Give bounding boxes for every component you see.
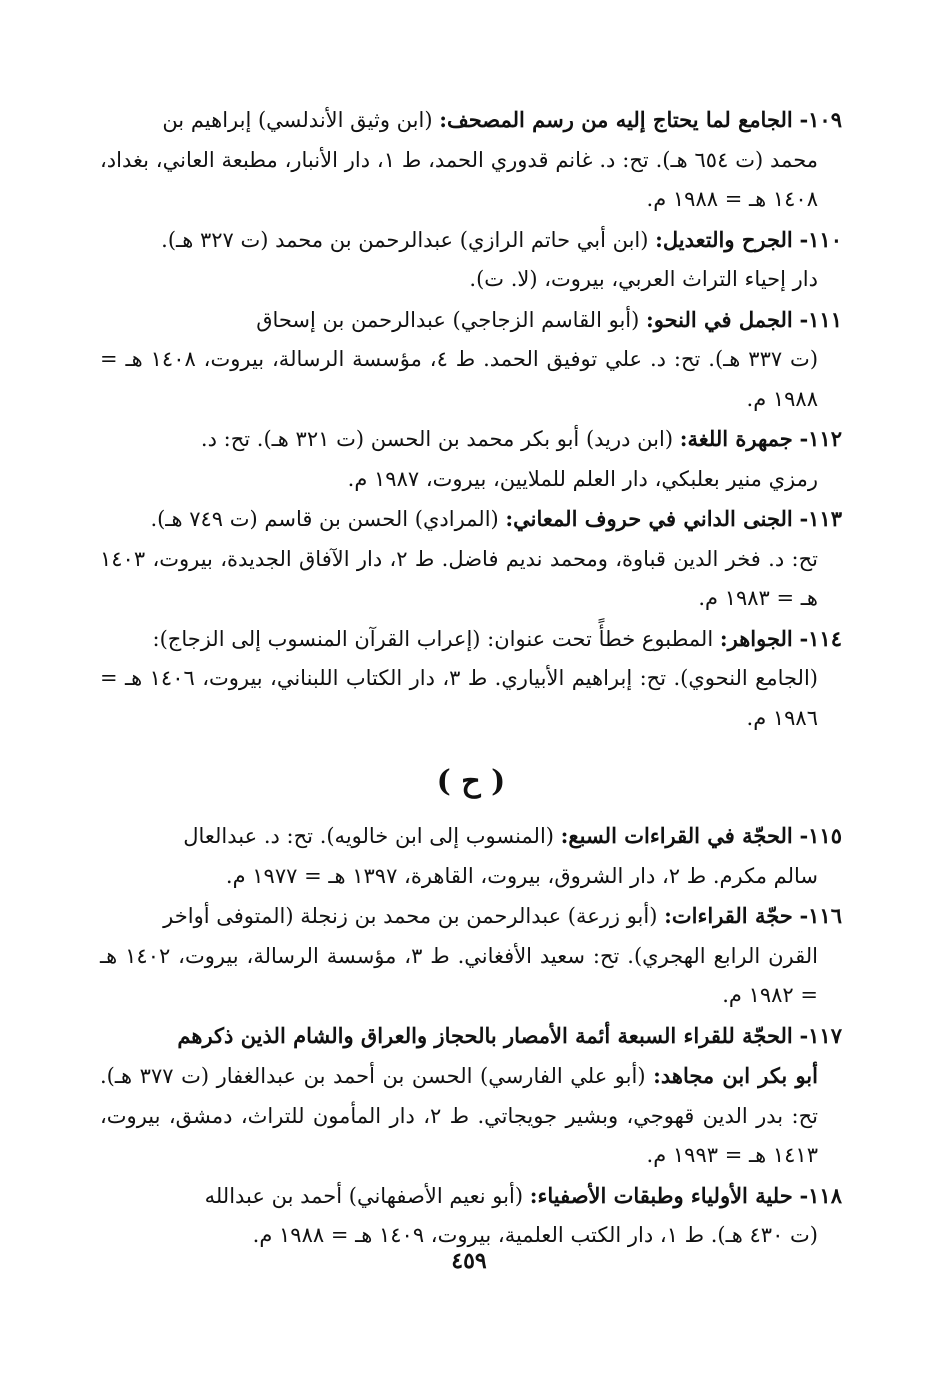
bibliography-entry-110 xyxy=(100,220,842,300)
entry-number: ١١٤- xyxy=(799,625,842,651)
entry-title-continued: أبو بكر ابن مجاهد: xyxy=(653,1063,818,1088)
entry-title: حجّة القراءات: xyxy=(664,903,793,928)
bibliography-entry-109 xyxy=(100,100,842,220)
entry-number: ١٠٩- xyxy=(799,107,842,132)
entry-title: حلية الأولياء وطبقات الأصفياء: xyxy=(529,1182,793,1208)
entry-text-rest: دار إحياء التراث العربي، بيروت، (لا. ت). xyxy=(469,267,818,291)
entry-number: ١١٢- xyxy=(799,426,842,451)
entry-title: الجامع لما يحتاج إليه من رسم المصحف: xyxy=(439,107,793,132)
entry-title: الجنى الداني في حروف المعاني: xyxy=(505,506,793,531)
bibliography-entry-114 xyxy=(100,619,842,739)
entry-text-first: (المنسوب إلى ابن خالويه). تح: د. عبدالعال xyxy=(183,824,554,848)
entry-number: ١١١- xyxy=(799,306,842,332)
entry-title: الحجّة للقراء السبعة أئمة الأمصار بالحجاز والعراق والشام الذين ذكرهم xyxy=(177,1022,793,1048)
entry-title: الجرح والتعديل: xyxy=(655,226,793,252)
entry-text-rest: (ت ٤٣٠ هـ). ط ١، دار الكتب العلمية، بيروت، ١٤٠٩ هـ = ١٩٨٨ م. xyxy=(252,1223,818,1247)
entry-text-first: (ابن دريد) أبو بكر محمد بن الحسن (ت ٣٢١ هـ). تح: د. xyxy=(200,427,674,451)
bibliography-entry-115 xyxy=(100,816,842,896)
bibliography-entry-116 xyxy=(100,896,842,1016)
entry-text-rest: محمد (ت ٦٥٤ هـ). تح: د. غانم قدوري الحمد، ط ١، دار الأنبار، مطبعة العاني، بغداد، ١٤٠٨ هـ = ١٩٨٨ م. xyxy=(100,147,819,211)
entry-title: جمهرة اللغة: xyxy=(679,426,793,451)
entry-text-rest: القرن الرابع الهجري). تح: سعيد الأفغاني. ط ٣، مؤسسة الرسالة، بيروت، ١٤٠٢ هـ = ١٩٨٢ م. xyxy=(100,943,819,1007)
page-number: ٤٥٩ xyxy=(451,1248,487,1274)
bibliography-entry-113 xyxy=(100,499,842,619)
entry-text-first: المطبوع خطأً تحت عنوان: (إعراب القرآن المنسوب إلى الزجاج): xyxy=(152,626,714,651)
entry-number: ١١٣- xyxy=(799,506,842,531)
bibliography-entry-118 xyxy=(100,1176,842,1256)
entry-text-rest: (ت ٣٣٧ هـ). تح: د. علي توفيق الحمد. ط ٤، مؤسسة الرسالة، بيروت، ١٤٠٨ هـ = ١٩٨٨ م. xyxy=(100,347,819,411)
entry-number: ١١٨- xyxy=(799,1182,842,1208)
entry-text-first: (أبو القاسم الزجاجي) عبدالرحمن بن إسحاق xyxy=(256,307,640,332)
bibliography-entry-111 xyxy=(100,300,842,420)
entry-text-first: (ابن وثيق الأندلسي) إبراهيم بن xyxy=(162,108,433,132)
entry-text-first: (المرادي) الحسن بن قاسم (ت ٧٤٩ هـ). xyxy=(150,507,499,531)
entry-text-rest: تح: د. فخر الدين قباوة، ومحمد نديم فاضل. ط ٢، دار الآفاق الجديدة، بيروت، ١٤٠٣ هـ = ١٩٨٣ م. xyxy=(100,546,818,610)
entry-text-first: (أبو زرعة) عبدالرحمن بن محمد بن زنجلة (المتوفى أواخر xyxy=(163,904,658,928)
section-heading: ( ح ) xyxy=(436,764,506,799)
entry-number: ١١٦- xyxy=(799,903,842,928)
entry-text-rest: سالم مكرم. ط ٢، دار الشروق، بيروت، القاهرة، ١٣٩٧ هـ = ١٩٧٧ م. xyxy=(225,863,818,888)
entry-title: الجمل في النحو: xyxy=(646,306,793,332)
entry-number: ١١٥- xyxy=(799,823,842,848)
entry-text-first: (أبو نعيم الأصفهاني) أحمد بن عبدالله xyxy=(204,1183,524,1208)
entry-title: الحجّة في القراءات السبع: xyxy=(560,823,793,848)
bibliography-entry-112 xyxy=(100,419,842,499)
bibliography-entry-117 xyxy=(100,1016,842,1176)
entry-number: ١١٧- xyxy=(799,1022,842,1048)
entry-text-rest: (الجامع النحوي). تح: إبراهيم الأبياري. ط ٣، دار الكتاب اللبناني، بيروت، ١٤٠٦ هـ = ١٩٨٦ م. xyxy=(100,666,818,730)
bibliography-page xyxy=(100,100,842,1256)
entry-text-rest: (أبو علي الفارسي) الحسن بن أحمد بن عبدالغفار (ت ٣٧٧ هـ). تح: بدر الدين قهوجي، وبشير جويجاتي. ط ٢، دار المأمون للتراث، دمشق، بيروت، ١٤١٣ هـ = ١٩٩٣ م. xyxy=(100,1064,818,1167)
entry-text-rest: رمزي منير بعلبكي، دار العلم للملايين، بيروت، ١٩٨٧ م. xyxy=(347,466,818,491)
entry-number: ١١٠- xyxy=(799,226,842,252)
entry-title: الجواهر: xyxy=(719,625,793,651)
entry-text-first: (ابن أبي حاتم الرازي) عبدالرحمن بن محمد (ت ٣٢٧ هـ). xyxy=(161,227,649,252)
